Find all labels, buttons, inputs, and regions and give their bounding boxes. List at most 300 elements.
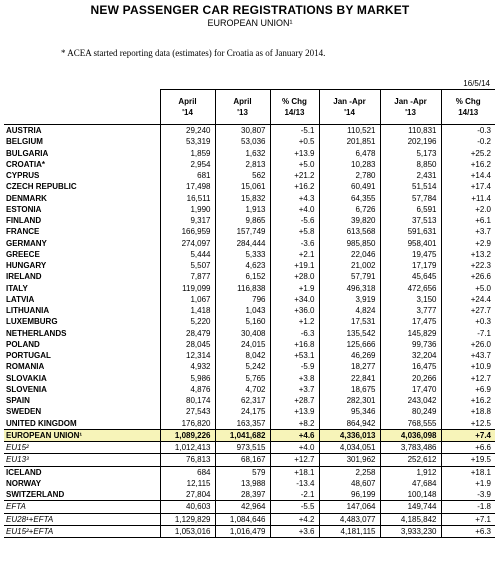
cell-jan-apr-14: 4,824 [319,305,380,316]
market-name: GERMANY [6,238,47,248]
cell-chg-april: -13.4 [270,478,319,489]
cell-chg-april: +34.0 [270,294,319,305]
header-label: % Chg [455,97,481,106]
market-name: NORWAY [6,478,42,488]
cell-jan-apr-13: 3,933,230 [380,525,441,537]
cell-chg-april: +4.2 [270,513,319,525]
cell-april-13: 28,397 [215,489,270,501]
market-name: EUROPEAN UNION¹ [4,429,160,441]
cell-chg-jan-apr: +6.9 [441,384,495,395]
cell-april-13: 6,152 [215,271,270,282]
cell-april-13: 30,408 [215,328,270,339]
cell-april-14: 9,317 [160,215,215,226]
cell-chg-jan-apr: +19.5 [441,454,495,466]
table-row [4,260,495,271]
cell-jan-apr-13: 591,631 [380,226,441,237]
market-name: SWITZERLAND [6,490,65,499]
cell-april-14: 5,220 [160,316,215,327]
cell-april-13: 1,016,479 [215,525,270,537]
cell-april-14: 166,959 [160,226,215,237]
table-row [4,395,495,406]
cell-chg-april: +3.7 [270,384,319,395]
cell-april-13: 5,333 [215,249,270,260]
cell-april-13: 5,765 [215,373,270,384]
cell-jan-apr-14: 135,542 [319,328,380,339]
market-name: ICELAND [4,466,160,478]
market-name: UNITED KINGDOM [6,418,77,428]
cell-april-14: 17,498 [160,181,215,192]
cell-chg-jan-apr: +18.8 [441,406,495,417]
cell-april-13: 4,702 [215,384,270,395]
cell-april-14: 76,813 [160,454,215,466]
cell-april-13: 42,964 [215,501,270,513]
table-row [4,501,495,513]
cell-april-13: 24,015 [215,339,270,350]
table-row [4,136,495,147]
cell-april-13: 116,838 [215,283,270,294]
cell-jan-apr-14: 3,919 [319,294,380,305]
header-label: % Chg [282,97,307,106]
market-name: BULGARIA [6,148,49,158]
cell-april-13: 9,865 [215,215,270,226]
cell-chg-jan-apr: -3.9 [441,489,495,501]
header-april-14 [160,90,215,125]
cell-april-14: 176,820 [160,418,215,430]
market-name: POLAND [6,339,40,349]
cell-chg-april: +28.7 [270,395,319,406]
cell-jan-apr-13: 958,401 [380,238,441,249]
table-row [4,478,495,489]
table-row [4,283,495,294]
table-row [4,525,495,537]
cell-chg-jan-apr: +13.2 [441,249,495,260]
cell-april-14: 274,097 [160,238,215,249]
cell-jan-apr-13: 100,148 [380,489,441,501]
cell-jan-apr-14: 201,851 [319,136,380,147]
cell-jan-apr-14: 4,483,077 [319,513,380,525]
cell-jan-apr-13: 2,431 [380,170,441,181]
table-row [4,361,495,372]
cell-chg-april: -3.6 [270,238,319,249]
cell-april-14: 5,444 [160,249,215,260]
cell-jan-apr-13: 99,736 [380,339,441,350]
table-row [4,204,495,215]
cell-jan-apr-14: 46,269 [319,350,380,361]
cell-chg-april: +5.8 [270,226,319,237]
cell-april-14: 1,859 [160,148,215,159]
market-name: LATVIA [6,294,35,304]
cell-jan-apr-14: 10,283 [319,159,380,170]
table-row [4,418,495,430]
market-name: CYPRUS [6,171,40,180]
cell-chg-jan-apr: +6.3 [441,525,495,537]
cell-chg-jan-apr: +18.1 [441,466,495,478]
cell-jan-apr-14: 96,199 [319,489,380,501]
cell-jan-apr-14: 985,850 [319,238,380,249]
cell-april-14: 5,986 [160,373,215,384]
table-row [4,181,495,192]
cell-chg-jan-apr: +26.0 [441,339,495,350]
cell-april-13: 62,317 [215,395,270,406]
cell-jan-apr-13: 8,850 [380,159,441,170]
cell-jan-apr-13: 57,784 [380,193,441,204]
cell-jan-apr-13: 149,744 [380,501,441,513]
cell-chg-april: +3.8 [270,373,319,384]
cell-jan-apr-14: 18,675 [319,384,380,395]
cell-april-14: 5,507 [160,260,215,271]
cell-april-14: 1,418 [160,305,215,316]
cell-chg-april: -6.3 [270,328,319,339]
cell-april-13: 1,632 [215,148,270,159]
cell-chg-jan-apr: -7.1 [441,328,495,339]
cell-jan-apr-14: 125,666 [319,339,380,350]
market-name: AUSTRIA [6,126,42,135]
cell-jan-apr-14: 4,034,051 [319,442,380,454]
cell-chg-april: +1.2 [270,316,319,327]
footnote-croatia: * ACEA started reporting data (estimates) for Croatia as of January 2014. [61,48,326,58]
cell-april-13: 163,357 [215,418,270,430]
table-row [4,316,495,327]
cell-april-14: 27,804 [160,489,215,501]
page-title: NEW PASSENGER CAR REGISTRATIONS BY MARKET [90,3,410,17]
cell-chg-april: +3.6 [270,525,319,537]
cell-april-14: 4,932 [160,361,215,372]
cell-april-14: 28,045 [160,339,215,350]
table-row [4,159,495,170]
cell-chg-jan-apr: +2.0 [441,204,495,215]
cell-chg-april: +19.1 [270,260,319,271]
table-row [4,429,495,441]
cell-jan-apr-14: 496,318 [319,283,380,294]
header-market [4,90,160,125]
cell-chg-april: -5.9 [270,361,319,372]
table-row [4,328,495,339]
cell-april-14: 1,089,226 [160,429,215,441]
cell-april-14: 2,954 [160,159,215,170]
cell-april-13: 2,813 [215,159,270,170]
table-row [4,125,495,137]
cell-jan-apr-13: 80,249 [380,406,441,417]
cell-jan-apr-14: 18,277 [319,361,380,372]
market-name: ESTONIA [6,204,42,214]
cell-jan-apr-13: 3,150 [380,294,441,305]
cell-april-13: 1,084,646 [215,513,270,525]
table-row [4,466,495,478]
table-row [4,226,495,237]
market-name: EFTA [4,501,160,513]
cell-jan-apr-14: 4,181,115 [319,525,380,537]
cell-april-14: 12,115 [160,478,215,489]
cell-jan-apr-13: 243,042 [380,395,441,406]
cell-chg-jan-apr: +16.2 [441,395,495,406]
cell-jan-apr-14: 64,355 [319,193,380,204]
header-label: '13 [405,108,416,117]
cell-jan-apr-13: 45,645 [380,271,441,282]
cell-jan-apr-13: 768,555 [380,418,441,430]
market-name: SWEDEN [6,407,42,417]
market-name: LITHUANIA [6,306,50,315]
cell-jan-apr-13: 47,684 [380,478,441,489]
market-name: CROATIA* [6,159,45,169]
cell-chg-jan-apr: +14.4 [441,170,495,181]
cell-chg-jan-apr: +0.3 [441,316,495,327]
cell-jan-apr-14: 6,726 [319,204,380,215]
cell-jan-apr-14: 6,478 [319,148,380,159]
cell-april-14: 1,129,829 [160,513,215,525]
table-row [4,249,495,260]
cell-jan-apr-13: 110,831 [380,125,441,137]
cell-jan-apr-14: 282,301 [319,395,380,406]
header-chg-jan-apr [441,90,495,125]
cell-jan-apr-13: 5,173 [380,148,441,159]
cell-jan-apr-13: 1,912 [380,466,441,478]
cell-april-13: 284,444 [215,238,270,249]
cell-jan-apr-14: 613,568 [319,226,380,237]
cell-chg-april: +2.1 [270,249,319,260]
market-name: SLOVAKIA [6,373,47,383]
cell-chg-april: +8.2 [270,418,319,430]
cell-chg-april: -2.1 [270,489,319,501]
cell-chg-april: -5.1 [270,125,319,137]
cell-april-13: 796 [215,294,270,305]
cell-chg-april: +18.1 [270,466,319,478]
cell-chg-jan-apr: +11.4 [441,193,495,204]
cell-jan-apr-13: 17,179 [380,260,441,271]
cell-april-14: 28,479 [160,328,215,339]
market-name: EU13³ [4,454,160,466]
header-label: '14 [182,108,193,117]
market-name: SPAIN [6,396,30,405]
cell-april-14: 12,314 [160,350,215,361]
cell-chg-jan-apr: +7.4 [441,429,495,441]
cell-chg-april: +0.5 [270,136,319,147]
table-row [4,148,495,159]
cell-chg-jan-apr: -0.2 [441,136,495,147]
cell-april-13: 157,749 [215,226,270,237]
cell-april-14: 53,319 [160,136,215,147]
cell-jan-apr-14: 147,064 [319,501,380,513]
market-name: NETHERLANDS [6,328,67,338]
cell-jan-apr-13: 17,470 [380,384,441,395]
cell-chg-jan-apr: -1.8 [441,501,495,513]
table-row [4,238,495,249]
cell-chg-april: -5.6 [270,215,319,226]
cell-chg-april: -5.5 [270,501,319,513]
cell-jan-apr-14: 2,780 [319,170,380,181]
market-name: FINLAND [6,216,42,225]
cell-april-13: 15,832 [215,193,270,204]
cell-jan-apr-14: 48,607 [319,478,380,489]
table-row [4,384,495,395]
market-name: FRANCE [6,227,40,237]
header-label: '14 [344,108,355,117]
cell-chg-jan-apr: +12.7 [441,373,495,384]
cell-jan-apr-13: 32,204 [380,350,441,361]
cell-chg-april: +16.2 [270,181,319,192]
cell-chg-april: +4.6 [270,429,319,441]
cell-jan-apr-13: 19,475 [380,249,441,260]
cell-jan-apr-13: 472,656 [380,283,441,294]
cell-chg-april: +4.3 [270,193,319,204]
cell-chg-jan-apr: +3.7 [441,226,495,237]
cell-chg-april: +4.0 [270,442,319,454]
cell-april-13: 1,913 [215,204,270,215]
cell-april-13: 579 [215,466,270,478]
cell-april-13: 5,160 [215,316,270,327]
cell-jan-apr-14: 57,791 [319,271,380,282]
cell-jan-apr-13: 37,513 [380,215,441,226]
cell-chg-jan-apr: +6.1 [441,215,495,226]
market-name: EU28¹+EFTA [4,513,160,525]
table-row [4,442,495,454]
market-name: EU15²+EFTA [4,525,160,537]
cell-chg-april: +36.0 [270,305,319,316]
cell-april-14: 1,053,016 [160,525,215,537]
cell-april-13: 24,175 [215,406,270,417]
cell-april-14: 29,240 [160,125,215,137]
cell-april-14: 27,543 [160,406,215,417]
cell-jan-apr-13: 3,783,486 [380,442,441,454]
cell-chg-jan-apr: +2.9 [441,238,495,249]
cell-chg-april: +1.9 [270,283,319,294]
cell-chg-jan-apr: +16.2 [441,159,495,170]
header-jan-apr-13 [380,90,441,125]
table-row [4,339,495,350]
cell-april-14: 684 [160,466,215,478]
cell-jan-apr-14: 60,491 [319,181,380,192]
cell-jan-apr-14: 21,002 [319,260,380,271]
report-date: 16/5/14 [463,79,490,88]
market-name: PORTUGAL [6,351,51,360]
cell-jan-apr-14: 2,258 [319,466,380,478]
cell-jan-apr-14: 22,046 [319,249,380,260]
table-row [4,305,495,316]
cell-jan-apr-14: 110,521 [319,125,380,137]
cell-jan-apr-13: 51,514 [380,181,441,192]
cell-april-14: 7,877 [160,271,215,282]
cell-april-13: 15,061 [215,181,270,192]
cell-jan-apr-13: 202,196 [380,136,441,147]
cell-april-14: 16,511 [160,193,215,204]
cell-april-13: 562 [215,170,270,181]
cell-april-14: 4,876 [160,384,215,395]
cell-chg-jan-apr: +43.7 [441,350,495,361]
table-row [4,193,495,204]
cell-chg-jan-apr: +1.9 [441,478,495,489]
cell-chg-jan-apr: +10.9 [441,361,495,372]
cell-jan-apr-13: 6,591 [380,204,441,215]
cell-jan-apr-13: 17,475 [380,316,441,327]
page-subtitle: EUROPEAN UNION¹ [207,18,293,28]
cell-chg-april: +12.7 [270,454,319,466]
cell-jan-apr-14: 39,820 [319,215,380,226]
cell-chg-april: +5.0 [270,159,319,170]
header-label: '13 [237,108,248,117]
cell-jan-apr-13: 4,185,842 [380,513,441,525]
cell-chg-april: +16.8 [270,339,319,350]
cell-chg-april: +13.9 [270,406,319,417]
cell-april-13: 53,036 [215,136,270,147]
header-label: 14/13 [284,108,305,117]
table-row [4,170,495,181]
header-jan-apr-14 [319,90,380,125]
header-label: Jan -Apr [394,97,427,106]
cell-chg-jan-apr: +5.0 [441,283,495,294]
cell-april-14: 1,012,413 [160,442,215,454]
cell-chg-april: +28.0 [270,271,319,282]
table-row [4,350,495,361]
cell-april-13: 1,041,682 [215,429,270,441]
market-name: ROMANIA [6,362,45,372]
table-row [4,215,495,226]
cell-april-13: 13,988 [215,478,270,489]
cell-chg-jan-apr: -0.3 [441,125,495,137]
cell-april-13: 68,167 [215,454,270,466]
cell-chg-april: +13.9 [270,148,319,159]
table-row [4,271,495,282]
cell-jan-apr-14: 95,346 [319,406,380,417]
cell-jan-apr-13: 145,829 [380,328,441,339]
market-name: ITALY [6,283,28,293]
header-april-13 [215,90,270,125]
market-name: GREECE [6,249,40,259]
cell-april-14: 1,990 [160,204,215,215]
cell-chg-april: +4.0 [270,204,319,215]
cell-chg-jan-apr: +27.7 [441,305,495,316]
cell-april-13: 8,042 [215,350,270,361]
table-row [4,406,495,417]
cell-chg-jan-apr: +22.3 [441,260,495,271]
cell-jan-apr-13: 252,612 [380,454,441,466]
cell-april-14: 681 [160,170,215,181]
cell-jan-apr-14: 4,336,013 [319,429,380,441]
cell-april-13: 5,242 [215,361,270,372]
market-name: IRELAND [6,272,42,282]
market-name: BELGIUM [6,137,43,147]
cell-jan-apr-14: 301,962 [319,454,380,466]
table-header-row [4,90,495,125]
cell-april-13: 973,515 [215,442,270,454]
cell-april-14: 1,067 [160,294,215,305]
market-name: CZECH REPUBLIC [6,182,77,192]
cell-jan-apr-13: 3,777 [380,305,441,316]
cell-chg-jan-apr: +24.4 [441,294,495,305]
cell-jan-apr-13: 20,266 [380,373,441,384]
cell-jan-apr-14: 864,942 [319,418,380,430]
cell-chg-jan-apr: +7.1 [441,513,495,525]
cell-april-13: 1,043 [215,305,270,316]
header-label: April [233,97,252,106]
cell-april-14: 119,099 [160,283,215,294]
market-name: LUXEMBURG [6,317,58,327]
cell-chg-jan-apr: +26.6 [441,271,495,282]
market-name: HUNGARY [6,261,47,270]
cell-chg-jan-apr: +17.4 [441,181,495,192]
cell-jan-apr-14: 17,531 [319,316,380,327]
table-row [4,373,495,384]
cell-jan-apr-13: 16,475 [380,361,441,372]
cell-april-13: 4,623 [215,260,270,271]
cell-april-13: 30,807 [215,125,270,137]
market-name: DENMARK [6,193,47,203]
cell-chg-april: +21.2 [270,170,319,181]
table-row [4,454,495,466]
table-row [4,513,495,525]
cell-chg-jan-apr: +6.6 [441,442,495,454]
market-name: SLOVENIA [6,384,47,394]
header-chg-april [270,90,319,125]
cell-april-14: 40,603 [160,501,215,513]
